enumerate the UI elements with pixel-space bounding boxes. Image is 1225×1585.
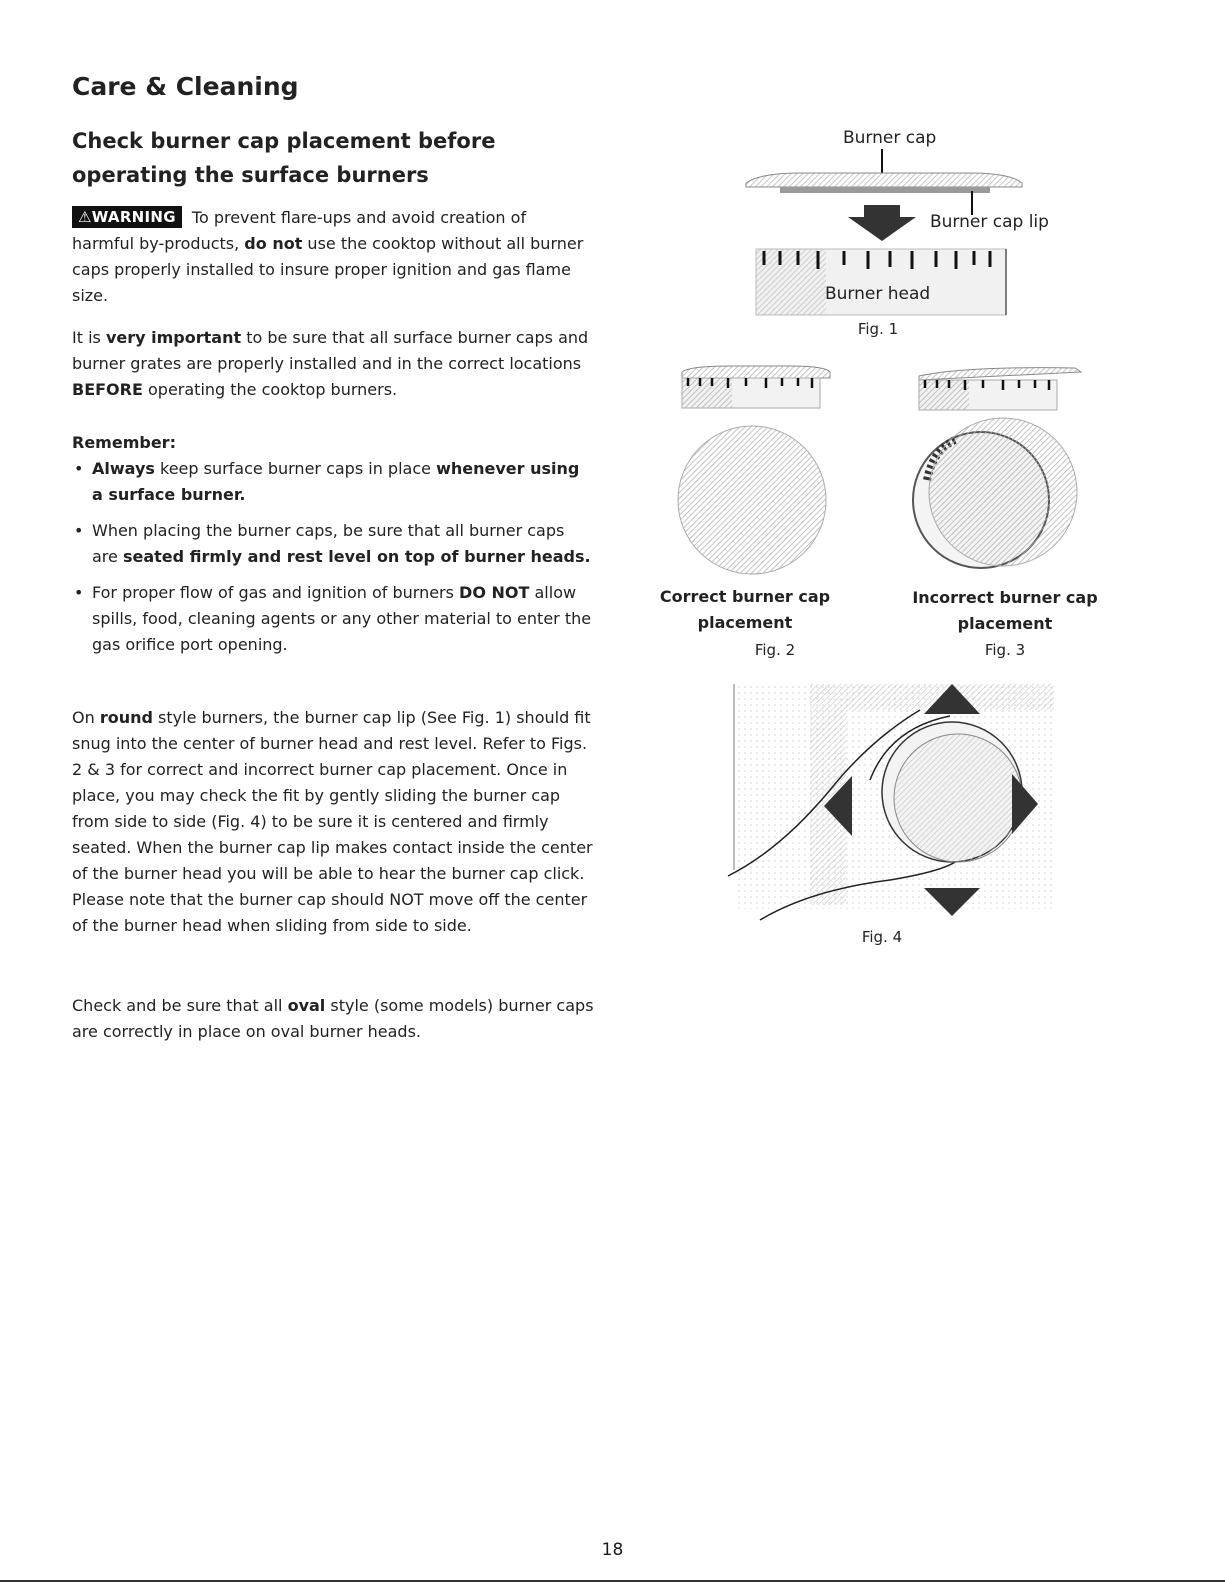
fig2-caption: Fig. 2 <box>754 641 796 659</box>
burner-cap-shape <box>746 173 1022 187</box>
fig1-label-burner-head: Burner head <box>825 284 931 304</box>
bullet1-bold-2: whenever using a surface burner. <box>92 459 580 504</box>
bullet3-text-2: allow spills, food, cleaning agents or any other material to enter the gas orifice port opening. <box>92 583 592 654</box>
list-item <box>72 580 592 658</box>
oval-text-1: Check and be sure that all <box>72 996 288 1015</box>
remember-list <box>72 456 592 658</box>
fig3-diagram <box>905 360 1095 585</box>
remember-heading: Remember: <box>72 433 176 452</box>
fig2-title: Correct burner cap placement <box>659 587 831 632</box>
section-subtitle: Check burner cap placement before operating the surface burners <box>72 129 496 187</box>
round-text-2: style burners, the burner cap lip (See Fig. 1) should fit snug into the center of burner head and rest level. Refer to Figs. 2 & 3 for correct and incorrect burner cap placement. Once in place, you may check the fit by gently sliding the burner cap from side to side (Fig. 4) to be sure it is centered and firmly seated. When the burner cap lip makes contact inside the center of the burner head you will be able to hear the burner cap click. Please note that the burner cap should NOT move off the center of the burner head when sliding from side to side. <box>72 708 593 935</box>
page-number: 18 <box>601 1540 624 1560</box>
warning-text-2: use the cooktop without all burner caps properly installed to insure proper ignition and gas flame size. <box>72 234 584 305</box>
list-item <box>72 518 592 570</box>
correct-cap-circle <box>678 426 826 574</box>
warning-text-1: To prevent flare-ups and avoid creation of harmful by-products, <box>72 208 527 253</box>
bullet3-bold-1: DO NOT <box>459 583 530 602</box>
page-title: Care & Cleaning <box>72 72 299 101</box>
fig1-label-burner-cap: Burner cap <box>843 128 937 148</box>
important-text-2: to be sure that all surface burner caps and burner grates are properly installed and in the correct locations <box>72 328 589 373</box>
warning-bold: do not <box>244 234 303 253</box>
bottom-rule <box>0 1580 1225 1582</box>
important-text-1: It is <box>72 328 106 347</box>
remember-section <box>72 430 592 668</box>
fig3-caption: Fig. 3 <box>984 641 1026 659</box>
list-item <box>72 456 592 508</box>
down-arrow-icon <box>848 205 916 241</box>
bullet2-text-1: When placing the burner caps, be sure that all burner caps are <box>92 521 565 566</box>
warning-badge: ⚠WARNING <box>72 206 182 228</box>
fig1-caption: Fig. 1 <box>857 320 899 338</box>
fig3-title: Incorrect burner cap placement <box>912 588 1098 633</box>
oval-text-2: style (some models) burner caps are correctly in place on oval burner heads. <box>72 996 594 1041</box>
incorrect-cap-circle <box>929 418 1077 566</box>
warning-paragraph <box>72 205 592 309</box>
fig2-diagram <box>670 360 840 585</box>
important-paragraph <box>72 325 592 403</box>
burner-cap-circle <box>894 734 1022 862</box>
burner-cap-lip-shape <box>780 187 990 193</box>
round-text-1: On <box>72 708 100 727</box>
oval-bold-1: oval <box>287 996 326 1015</box>
bullet2-bold-1: seated firmly and rest level on top of burner heads. <box>122 547 591 566</box>
round-bold-1: round <box>99 708 153 727</box>
bullet1-text-1: keep surface burner caps in place <box>154 459 437 478</box>
fig4-caption: Fig. 4 <box>861 928 903 946</box>
fig4-diagram <box>720 680 1060 925</box>
important-text-3: operating the cooktop burners. <box>142 380 398 399</box>
bullet3-text-1: For proper flow of gas and ignition of burners <box>92 583 460 602</box>
oval-paragraph <box>72 993 597 1045</box>
important-bold-1: very important <box>105 328 242 347</box>
round-paragraph <box>72 705 597 939</box>
fig1-label-burner-cap-lip: Burner cap lip <box>930 212 1049 232</box>
important-bold-2: BEFORE <box>72 380 143 399</box>
bullet1-bold-1: Always <box>92 459 155 478</box>
